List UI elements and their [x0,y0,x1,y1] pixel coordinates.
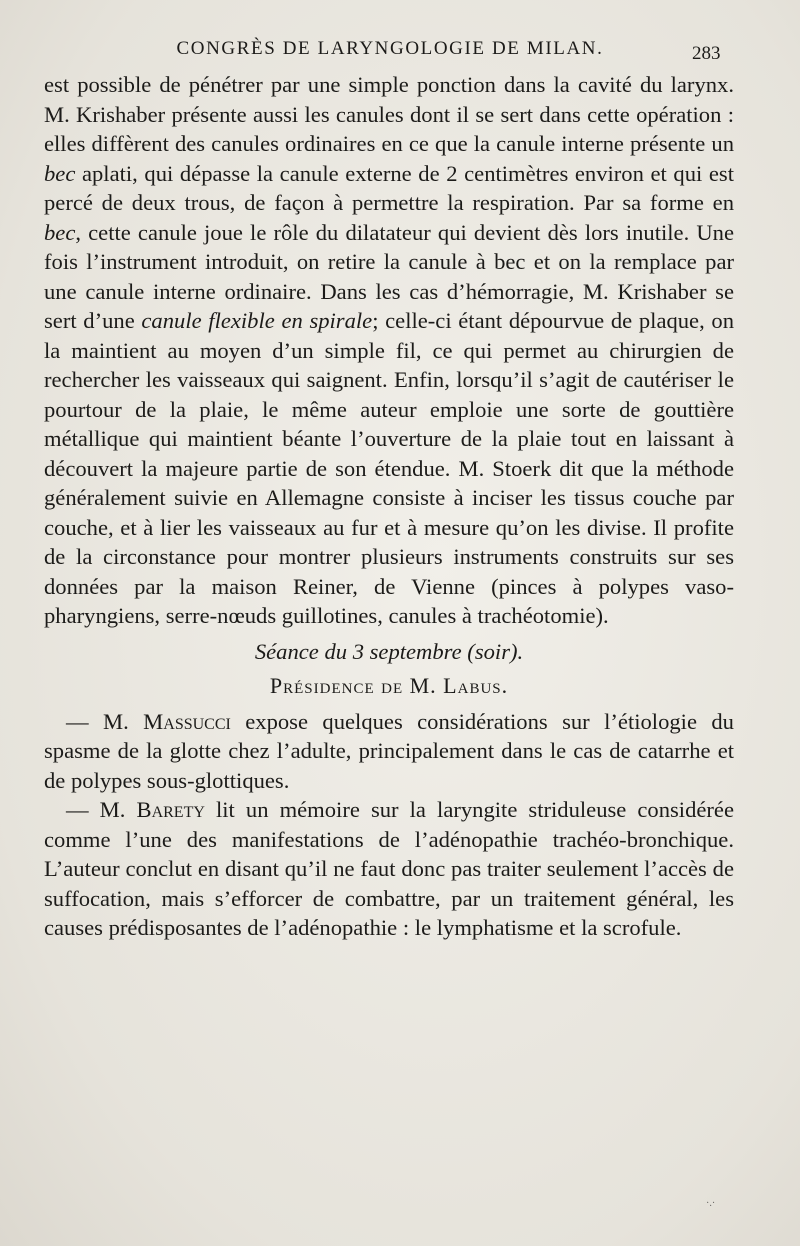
presidence-name: M. Labus. [409,672,509,698]
italic-term: canule flexible en spirale [141,308,373,333]
paragraph-text: ; celle-ci étant dépourvue de plaque, on la maintient au moyen d’un simple fil, ce qui permet au chirurgien de rechercher les vaisseaux qui saignent. Enfin, lorsqu’il s’agit de cautériser le pourtour de la plaie, le même auteur emploie une sorte de gouttière métallique qui maintient béante l’ouverture de la plaie tout en laissant à découvert la majeure partie de son étendue. M. Stoerk dit que la méthode généralement suivie en Allemagne consiste à inciser les tissus couche par couche, et à lier les vaisseaux au fur et à mesure qu’on les divise. Il profite de la circonstance pour montrer plusieurs instruments construits sur ses données par la maison Reiner, de Vienne (pinces à polypes vaso-pharyngiens, serre-nœuds guillotines, canules à trachéotomie). [44,308,734,628]
speaker-name: Barety [136,797,205,822]
ink-speck-decoration: ·.· [706,1198,716,1209]
paragraph-text: aplati, qui dépasse la canule externe de 2 centimètres environ et qui est percé de deux trous, de façon à permettre la respiration. Par sa forme en [44,160,734,215]
running-head [0,32,800,66]
paragraph-text: expose quelques considérations sur l’étiologie du spasme de la glotte chez l’adulte, principalement dans le cas de catarrhe et de polypes sous-glottiques. [44,708,734,793]
paragraph-text: , cette canule joue le rôle du dilatateur qui devient dès lors inutile. Une fois l’instrument introduit, on retire la canule à bec et on la remplace par une canule interne ordinaire. Dans les cas d’hémorragie, M. Krishaber se sert d’une [44,219,734,333]
italic-term: bec [44,160,76,186]
paragraph-massucci [44,707,734,796]
paragraph-krishaber [44,70,734,631]
paragraph-text: est possible de pénétrer par une simple ponction dans la cavité du larynx. M. Krishaber présente aussi les canules dont il se sert dans cette opération : elles diffèrent des canules ordinaires en ce que la canule interne présente un [44,72,734,156]
italic-term: bec [44,219,76,245]
body-text [44,70,734,943]
paragraph-text: lit un mémoire sur la laryngite striduleuse considérée comme l’une des manifestations de l’adénopathie trachéo-bronchique. L’auteur conclut en disant qu’il ne faut donc pas traiter seulement l’accès de suffocation, mais s’efforcer de combattre, par un traitement général, les causes prédisposantes de l’adénopathie : le lymphatisme et la scrofule. [44,797,734,940]
page-number: 283 [692,43,721,64]
paragraph-barety [44,795,734,943]
presidence-label: Présidence de [269,672,404,698]
presidence-line [44,671,734,701]
speaker-name: Massucci [143,708,231,734]
paragraph-dash: — M. [66,797,137,822]
running-title: CONGRÈS DE LARYNGOLOGIE DE MILAN. [176,38,604,59]
paragraph-dash: — M. [66,708,144,734]
session-heading: Séance du 3 septembre (soir). [254,638,524,664]
